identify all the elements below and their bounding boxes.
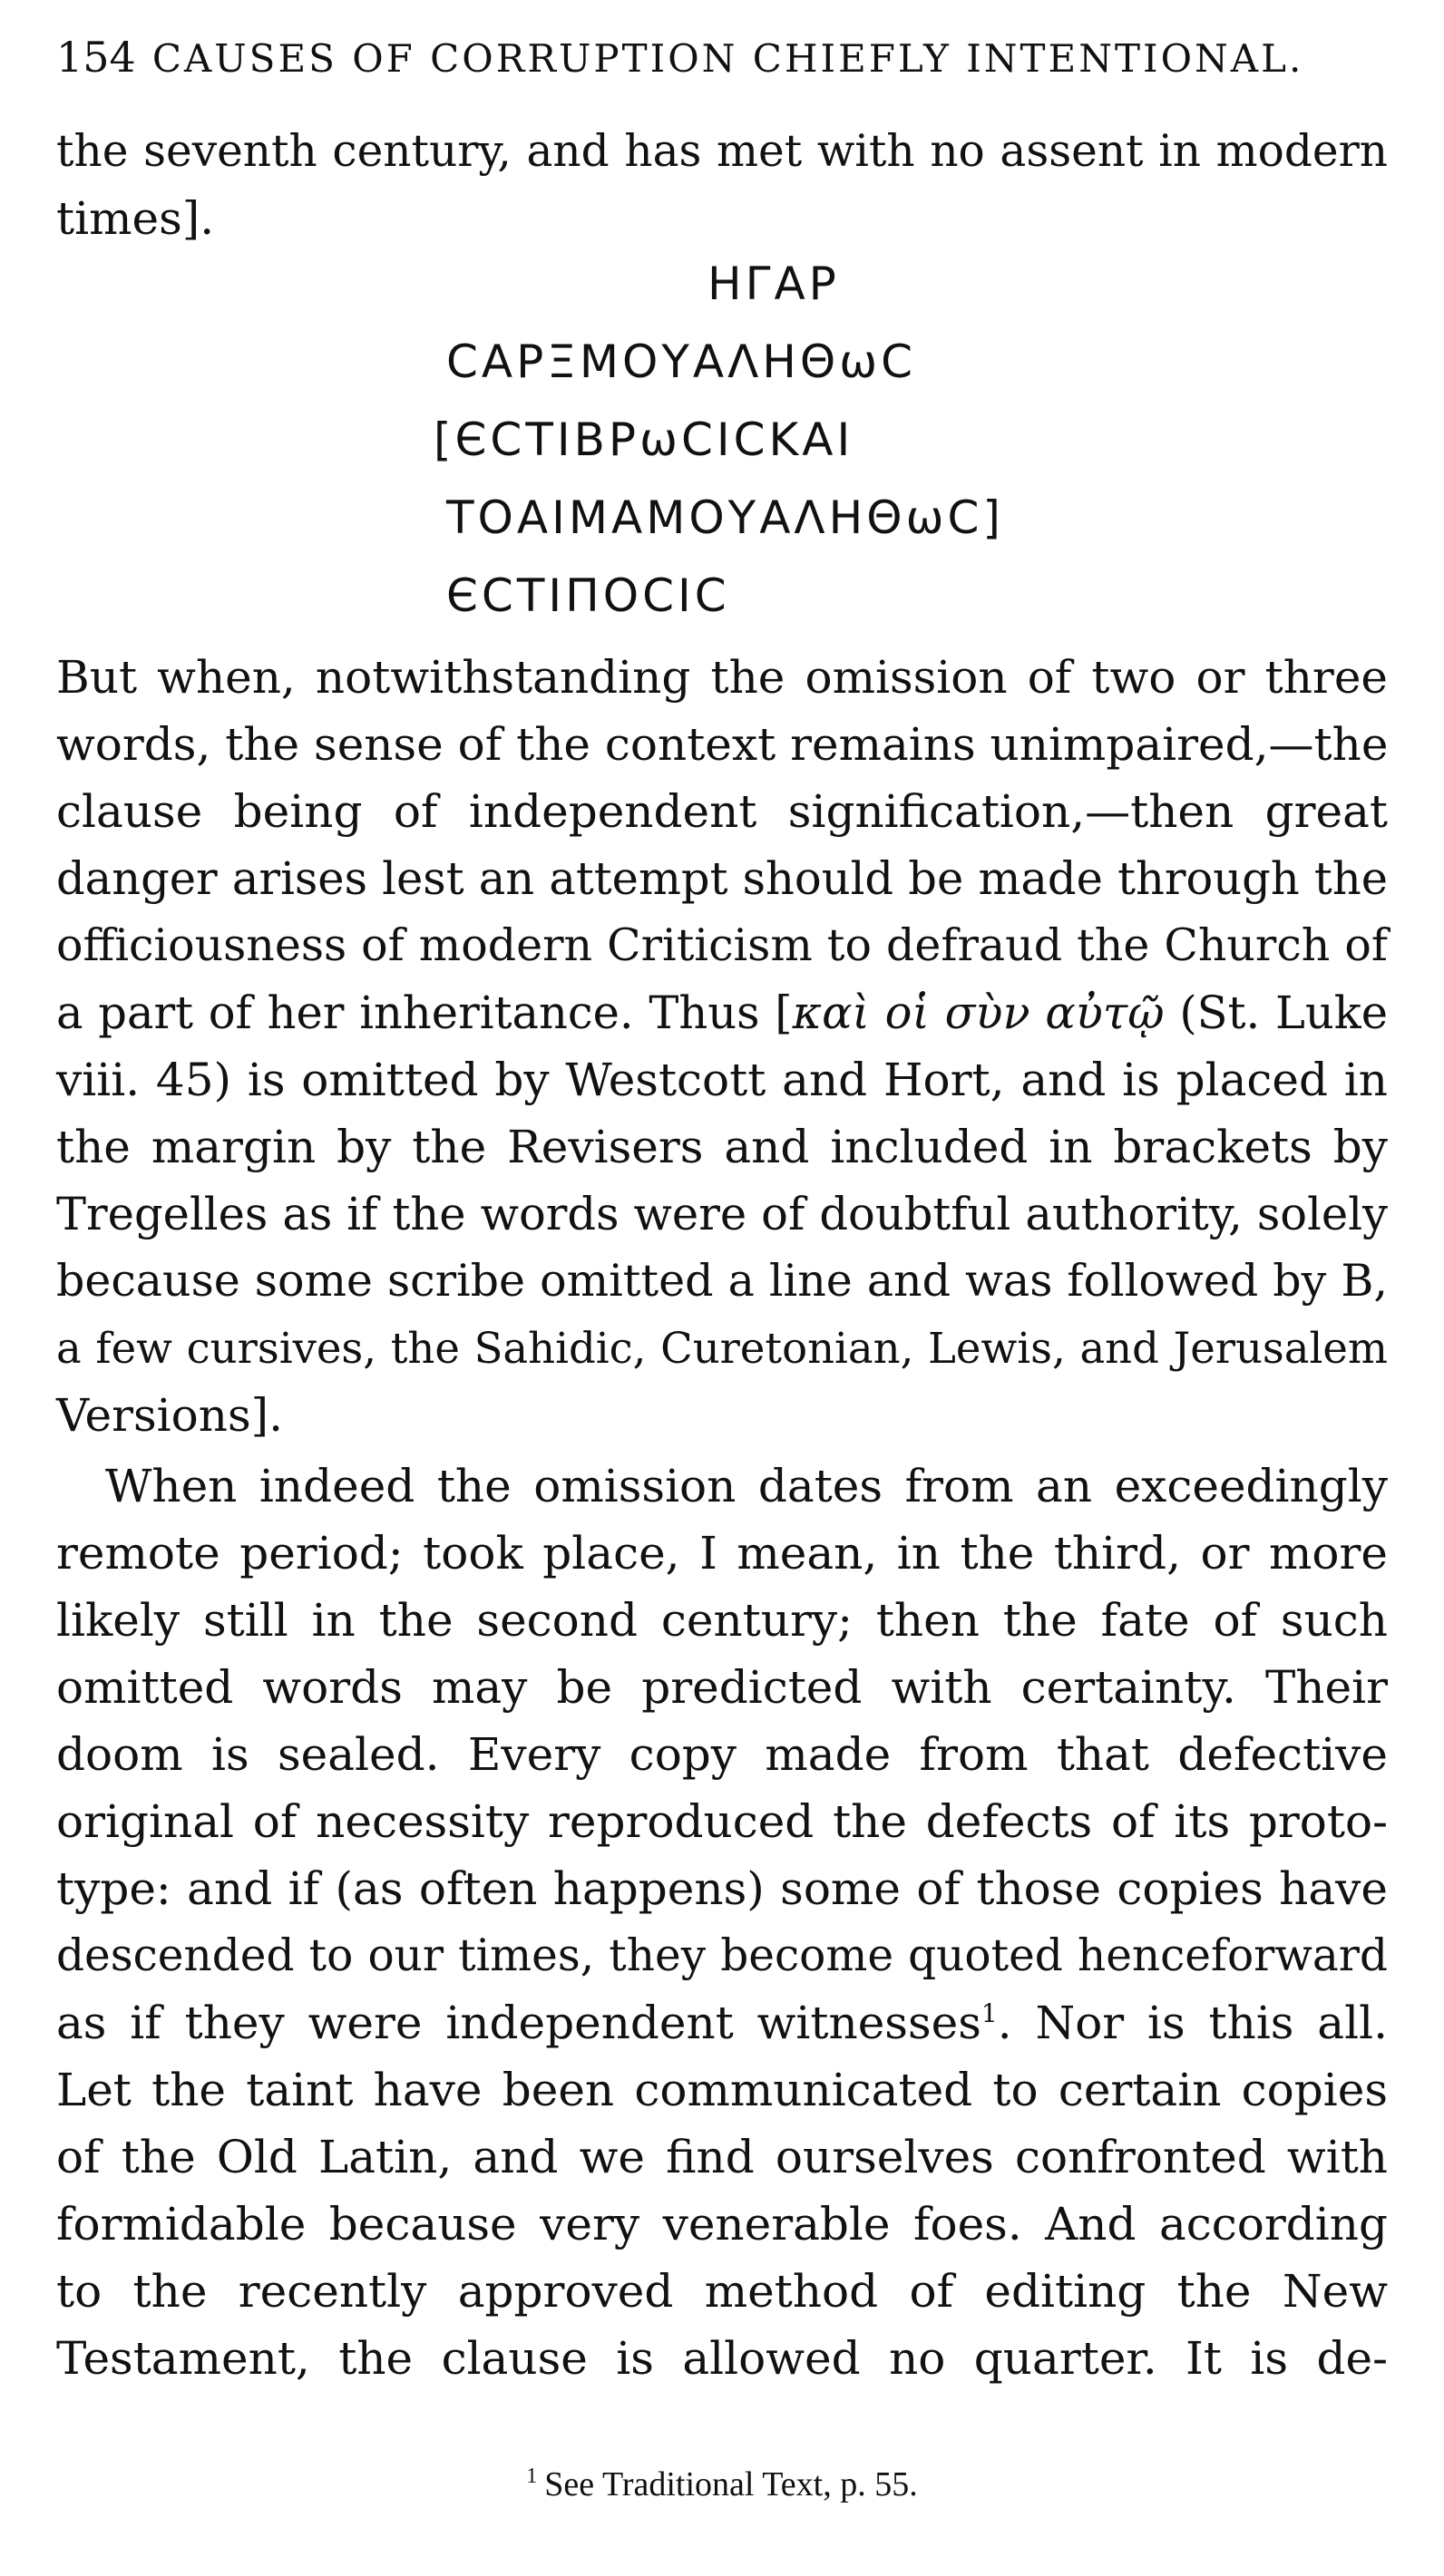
uncial-line: ΗΓΑΡ [707,258,840,310]
text-line: Let the taint have been communicated to certain copies [56,2064,1388,2116]
text-line: officiousness of modern Criticism to defraud the Church of [56,919,1388,971]
footnote [0,2457,1444,2512]
text-line: Tregelles as if the words were of doubtful authority, solely [56,1188,1388,1240]
text-line: words, the sense of the context remains unimpaired,—the [56,718,1389,771]
text-line: Versions]. [56,1389,284,1442]
footnote-text: See Traditional Text, p. 55. [544,2465,918,2503]
text-line: likely still in the second century; then the fate of such [56,1594,1388,1647]
running-title: CAUSES OF CORRUPTION CHIEFLY INTENTIONAL. [151,36,1304,81]
text-fragment: as if they were independent witnesses [56,1997,981,2049]
text-line: omitted words may be predicted with certainty. Their [56,1661,1388,1714]
text-fragment: a part of her inheritance. Thus [ [56,987,793,1039]
text-line: times]. [56,192,215,245]
text-line: the seventh century, and has met with no assent in modern [56,126,1388,177]
page-number: 154 [56,33,136,82]
text-fragment: (St. Luke [1164,987,1389,1039]
text-line: viii. 45) is omitted by Westcott and Hort, and is placed in [56,1054,1388,1106]
text-line: formidable because very venerable foes. And according [56,2198,1388,2250]
text-line: Testament, the clause is allowed no quarter. It is de- [56,2332,1388,2385]
text-line: to the recently approved method of editing the New [56,2265,1388,2318]
uncial-line: [ЄϹΤΙΒΡωϹΙϹΚΑΙ [434,413,854,466]
text-line: But when, notwithstanding the omission of two or three [56,651,1388,704]
text-fragment: . Nor is this all. [997,1997,1388,2049]
running-head [56,25,1388,89]
text-line: type: and if (as often happens) some of those copies have [56,1862,1388,1915]
text-line: because some scribe omitted a line and was followed by B, [56,1255,1388,1307]
uncial-line: ЄϹΤΙΠΟϹΙϹ [446,569,730,622]
text-line: clause being of independent signification,—then great [56,785,1388,838]
text-line [56,1989,1388,2056]
text-line: doom is sealed. Every copy made from that defective [56,1728,1388,1781]
text-line: danger arises lest an attempt should be made through the [56,852,1388,905]
text-line [56,979,1388,1046]
text-line: When indeed the omission dates from an exceedingly [105,1460,1388,1512]
text-line: the margin by the Revisers and included in brackets by [56,1121,1388,1173]
uncial-line: ΤΟΑΙΜΑΜΟΥΑΛΗΘωϹ] [446,491,1004,544]
text-line: a few cursives, the Sahidic, Curetonian, Lewis, and Jerusalem [56,1324,1388,1373]
text-line: remote period; took place, I mean, in the third, or more [56,1527,1388,1580]
text-line: original of necessity reproduced the defects of its proto- [56,1795,1388,1848]
uncial-line: ϹΑΡΞΜΟΥΑΛΗΘωϹ [446,335,917,388]
footnote-marker[interactable]: 1 [981,1998,998,2028]
text-line: of the Old Latin, and we find ourselves confronted with [56,2131,1388,2183]
text-line: descended to our times, they become quoted henceforward [56,1930,1388,1981]
footnote-number: 1 [526,2464,538,2488]
greek-phrase: καὶ οἱ σὺν αὐτῷ [792,987,1165,1039]
